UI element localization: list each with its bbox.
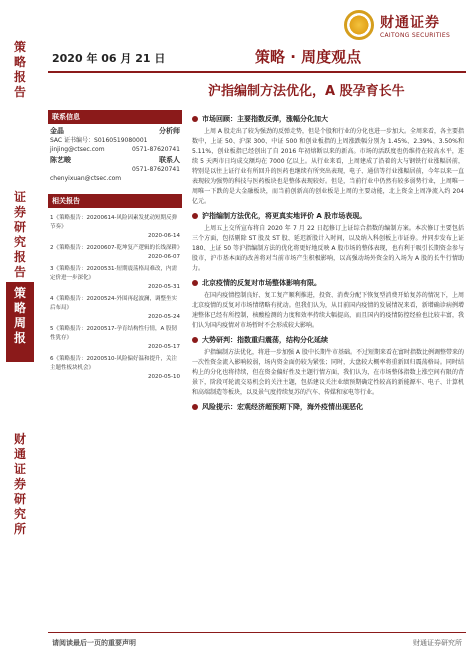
related-report-item[interactable]: 5《策略报告：20200517-孕育结构性行情，A 股韧性犹存》 2020-05-17 [50, 326, 180, 350]
related-report-item[interactable]: 6《策略报告：20200510-风险偏好温和提升，关注主题性板块机会》 2020-05-10 [50, 356, 180, 380]
main-body [192, 110, 464, 415]
related-section-header: 相关报告 [48, 194, 182, 208]
bullet-dot-icon [192, 404, 198, 410]
logo-text-en: CAITONG SECURITIES [380, 31, 451, 39]
section-index-optimization: 沪指编制方法优化，将更真实地评价 A 股市场表现。 [192, 211, 464, 221]
sidebar-label-institute: 财通证券研究所 [13, 432, 26, 536]
section-beijing-epidemic: 北京疫情的反复对市场整体影响有限。 [192, 278, 464, 288]
report-headline: 沪指编制方法优化，A 股孕育长牛 [208, 84, 405, 99]
bullet-dot-icon [192, 213, 198, 219]
analyst1-email[interactable]: jinjing@ctsec.com [50, 146, 105, 153]
bullet-dot-icon [192, 280, 198, 286]
footer-divider [48, 632, 466, 633]
related-reports-list [48, 212, 182, 387]
section-market-review: 市场回顾：主要指数反弹，涨幅分化加大 [192, 114, 464, 124]
related-report-item[interactable]: 2《策略报告：20200607-乾坤复产逻辑的长线深耕》 2020-06-07 [50, 245, 183, 260]
paragraph-trend-judgment: 沪指编制方法优化，将进一步加强 A 股中长期牛市基础。不过短期来看在富时指数比例调整带来的一次性资金流入影响较弱，场内资金面仍较为紧张；同时，大盘较大概率将重新回归震荡格局。同时结构上的分化也将持续，但在资金偏好性及主题行情方面，我们认为，在市场整体指数上涨空间有限的背景下，阶段可轮流交易机会的关注主题，包括建议关注业绩预期确定性较高的新能源车、电子、计算机和高端制造等板块，以及景气度持续复苏的汽车、传媒和家电等行业。 [192, 349, 464, 396]
report-date: 2020 年 06 月 21 日 [52, 52, 166, 65]
bullet-dot-icon [192, 116, 198, 122]
analyst1-name: 金晶 [50, 127, 64, 135]
logo-text-cn: 财通证券 [380, 14, 440, 31]
contact-section-header: 联系信息 [48, 110, 182, 124]
section-risk-warning: 风险提示：宏观经济超预期下降，海外疫情出现恶化 [192, 402, 464, 412]
report-type-title: 策略 · 周度观点 [255, 48, 362, 66]
analyst1-role: 分析师 [159, 127, 180, 135]
contact-block [48, 124, 182, 186]
related-report-item[interactable]: 1《策略报告：20200614-风险因素发扰动短期反弹节奏》 2020-06-14 [50, 215, 180, 239]
section-trend-judgment: 大势研判：指数重归震荡，结构分化延续 [192, 335, 464, 345]
analyst2-name: 陈艺畯 [50, 156, 71, 164]
sidebar [0, 0, 40, 670]
paragraph-index-optimization: 上周五上交所宣布将自 2020 年 7 月 22 日起修订上证综合指数的编制方案。本次修订主要包括三个方面，包括剔除 ST 股及 ST 股、延迟新股计入时间，以及纳入科创板上市证券。并同步发布上证 180、上证 50 等沪指编制方法的优化将更好地反映 A 股市场的整体表现，也有利于吸引长期资金参与股市，沪市基本面的改善将对当前市场产生积极影响，以高强动场外资金的入场为 A 股的长牛行情助力。 [192, 225, 464, 272]
paragraph-market-review: 上周 A 股走出了较为强劲的反弹走势，但是个股和行业的分化也进一步加大。全周来看，各主要指数中，上证 50、沪深 300、中证 500 和创业板指的上周涨跌幅分别为 1.45%、2.39%、3.50%和 5.11%，创业板指已经创出了自 2016 年初熔断以来的新高。市场的活跃度也仍维持在较高水平，连续 5 天两市日均成交额均在 7000 亿以上。从行业来看，上周建成了沿着的大与钢铁行业涨幅居前，特别是以往上证行业有所回升的医药也继续有所突出表现，电子、通信等行业涨幅居前，今年以来一直表现较为强势的科技与医药板块也是整体表现较好。但是，当前行业中仍然有较多弱势行业，上周唯一周唯一下跌的是大金融板块，而当前创新高的创业板是上周的主要动能，北上资金上周净流入约 204 亿元。 [192, 128, 464, 205]
sidebar-label-securities-research: 证券研究报告 [13, 190, 26, 279]
sidebar-label-weekly-box: 策略周报 [6, 282, 34, 362]
analyst2-phone: 0571-87620741 [132, 166, 180, 173]
related-report-item[interactable]: 3《策略报告：20200531-短期震荡格局难改，内需定价进一步深化》 2020-05-31 [50, 266, 180, 290]
header-divider [48, 71, 466, 73]
coin-logo-icon [344, 10, 374, 40]
left-column [48, 110, 182, 387]
footer-disclaimer[interactable]: 请阅读最后一页的重要声明 [52, 639, 136, 647]
analyst2-role: 联系人 [159, 156, 180, 164]
analyst2-email[interactable]: chenyixuan@ctsec.com [50, 175, 122, 182]
related-report-item[interactable]: 4《策略报告：20200524-外围再起波澜，调整坐实后布局》 2020-05-24 [50, 296, 180, 320]
sidebar-label-report-type: 策略报告 [13, 40, 26, 99]
bullet-dot-icon [192, 337, 198, 343]
footer-institute: 财通证券研究所 [413, 639, 462, 647]
paragraph-beijing-epidemic: 在国内疫情控制良好、复工复产顺利推进，投资、消费分配下恢复型消费开始复苏的情况下，上周北京疫情的反复对市场情绪略有扰动。但我们认为，从目前国内疫情的发展情况来看，新增确诊病例增速整体已经有所控制，核酸检测的力度和效率持续大幅提高，而且国内的疫情防控经验也比较丰富，我们认为国内疫情对市场暂时不会形成较大影响。 [192, 292, 464, 329]
analyst1-cert: SAC 证书编号：S0160519080001 [50, 137, 148, 144]
company-logo [344, 8, 464, 42]
analyst1-phone: 0571-87620741 [132, 146, 180, 153]
